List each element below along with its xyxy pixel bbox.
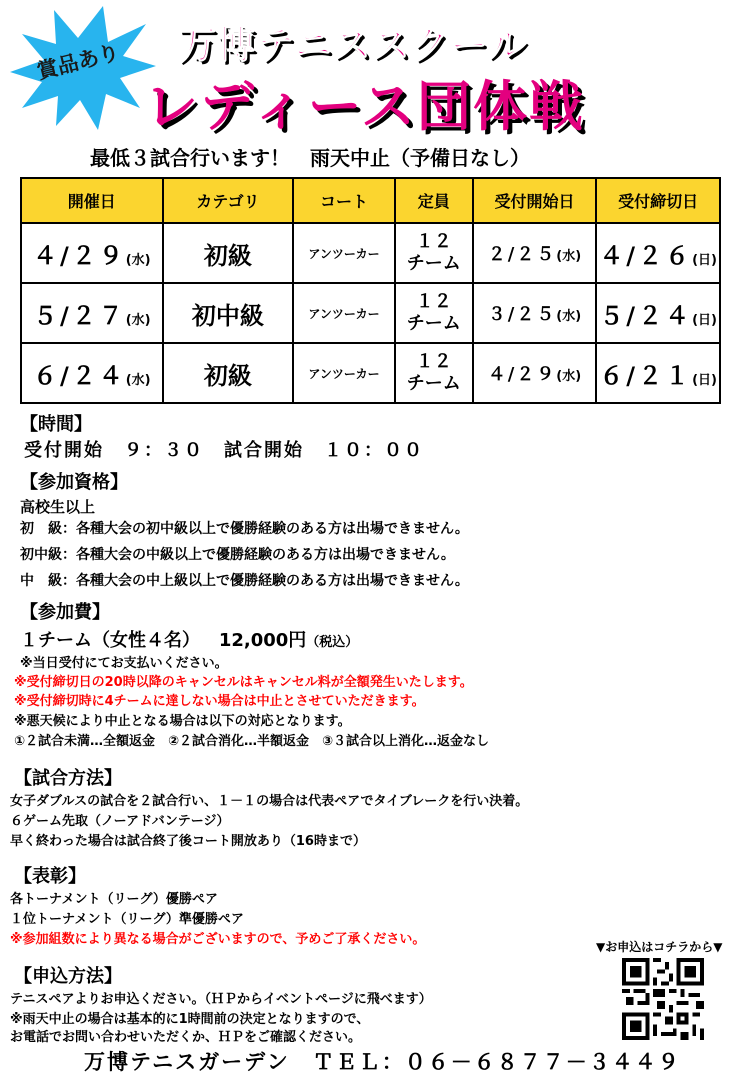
event-close-date: ５/２４(日) bbox=[596, 283, 720, 343]
header-category: カテゴリ bbox=[163, 178, 294, 223]
fee-cancel-note: ※受付締切日の20時以降のキャンセルはキャンセル料が全額発生いたします。 bbox=[14, 675, 473, 690]
event-category: 初級 bbox=[163, 223, 294, 283]
header-capacity: 定員 bbox=[395, 178, 473, 223]
apply-line: お電話でお問い合わせいただくか、ＨＰをご確認ください。 bbox=[10, 1030, 362, 1045]
eligibility-line: 初 級：各種大会の初中級以上で優勝経験のある方は出場できません。 bbox=[20, 521, 469, 537]
eligibility-line: 初中級：各種大会の中級以上で優勝経験のある方は出場できません。 bbox=[20, 547, 455, 563]
header-date: 開催日 bbox=[21, 178, 163, 223]
apply-heading: 【申込方法】 bbox=[14, 966, 122, 987]
award-line: 各トーナメント（リーグ）優勝ペア bbox=[10, 892, 218, 907]
event-category: 初級 bbox=[163, 343, 294, 403]
fee-note: ※当日受付にてお支払いください。 bbox=[20, 656, 228, 671]
event-open-date: ２/２５(水) bbox=[473, 223, 597, 283]
fee-weather-note: ※悪天候により中止となる場合は以下の対応となります。 bbox=[14, 714, 351, 729]
method-line: ６ゲーム先取（ノーアドバンテージ） bbox=[10, 814, 230, 829]
time-heading: 【時間】 bbox=[20, 414, 92, 435]
event-court: アンツーカー bbox=[293, 283, 395, 343]
prize-badge-text: 賞品あり bbox=[34, 40, 122, 84]
event-title: レディース団体戦 bbox=[144, 75, 585, 138]
schedule-row bbox=[21, 283, 720, 343]
eligibility-heading: 【参加資格】 bbox=[20, 472, 128, 493]
time-line: 受付開始 ９：３０ 試合開始 １０：００ bbox=[24, 440, 424, 461]
event-date: ５/２７(水) bbox=[21, 283, 163, 343]
event-category: 初中級 bbox=[163, 283, 294, 343]
schedule-header-row bbox=[21, 178, 720, 223]
event-capacity: １２ チーム bbox=[395, 223, 473, 283]
qr-code-icon[interactable] bbox=[622, 958, 704, 1040]
eligibility-line: 高校生以上 bbox=[20, 498, 96, 516]
event-capacity: １２ チーム bbox=[395, 283, 473, 343]
schedule-row bbox=[21, 343, 720, 403]
schedule-table bbox=[20, 177, 721, 404]
footer-contact: 万博テニスガーデン ＴＥＬ：０６－６８７７－３４４９ bbox=[84, 1050, 681, 1074]
fee-heading: 【参加費】 bbox=[20, 602, 110, 623]
apply-line: ※雨天中止の場合は基本的に1時間前の決定となりますので、 bbox=[10, 1012, 370, 1027]
apply-line: テニスペアよりお申込ください。（ＨＰからイベントページに飛べます） bbox=[10, 992, 432, 1007]
event-capacity: １２ チーム bbox=[395, 343, 473, 403]
award-note: ※参加組数により異なる場合がございますので、予めご了承ください。 bbox=[10, 932, 426, 947]
header-open-date: 受付開始日 bbox=[473, 178, 597, 223]
schedule-row bbox=[21, 223, 720, 283]
event-close-date: ４/２６(日) bbox=[596, 223, 720, 283]
event-subtitle: 最低３試合行います！ 雨天中止（予備日なし） bbox=[90, 146, 530, 170]
header-court: コート bbox=[293, 178, 395, 223]
award-line: １位トーナメント（リーグ）準優勝ペア bbox=[10, 912, 244, 927]
fee-min-team-note: ※受付締切時に4チームに達しない場合は中止とさせていただきます。 bbox=[14, 694, 425, 709]
event-court: アンツーカー bbox=[293, 343, 395, 403]
fee-line: １チーム（女性４名） 12,000円（税込） bbox=[20, 630, 359, 651]
header-close-date: 受付締切日 bbox=[596, 178, 720, 223]
school-name-title: 万博テニススクール bbox=[178, 23, 527, 67]
eligibility-line: 中 級：各種大会の中上級以上で優勝経験のある方は出場できません。 bbox=[20, 573, 469, 589]
method-line: 女子ダブルスの試合を２試合行い、１－１の場合は代表ペアでタイブレークを行い決着。 bbox=[10, 794, 529, 809]
event-close-date: ６/２１(日) bbox=[596, 343, 720, 403]
event-open-date: ３/２５(水) bbox=[473, 283, 597, 343]
event-date: ６/２４(水) bbox=[21, 343, 163, 403]
event-date: ４/２９(水) bbox=[21, 223, 163, 283]
method-line: 早く終わった場合は試合終了後コート開放あり（16時まで） bbox=[10, 834, 366, 849]
event-court: アンツーカー bbox=[293, 223, 395, 283]
method-heading: 【試合方法】 bbox=[14, 768, 122, 789]
event-open-date: ４/２９(水) bbox=[473, 343, 597, 403]
qr-label: ▼お申込はコチラから▼ bbox=[596, 940, 723, 954]
award-heading: 【表彰】 bbox=[14, 866, 86, 887]
fee-refund-note: ①２試合未満…全額返金 ②２試合消化…半額返金 ③３試合以上消化…返金なし bbox=[14, 734, 490, 749]
